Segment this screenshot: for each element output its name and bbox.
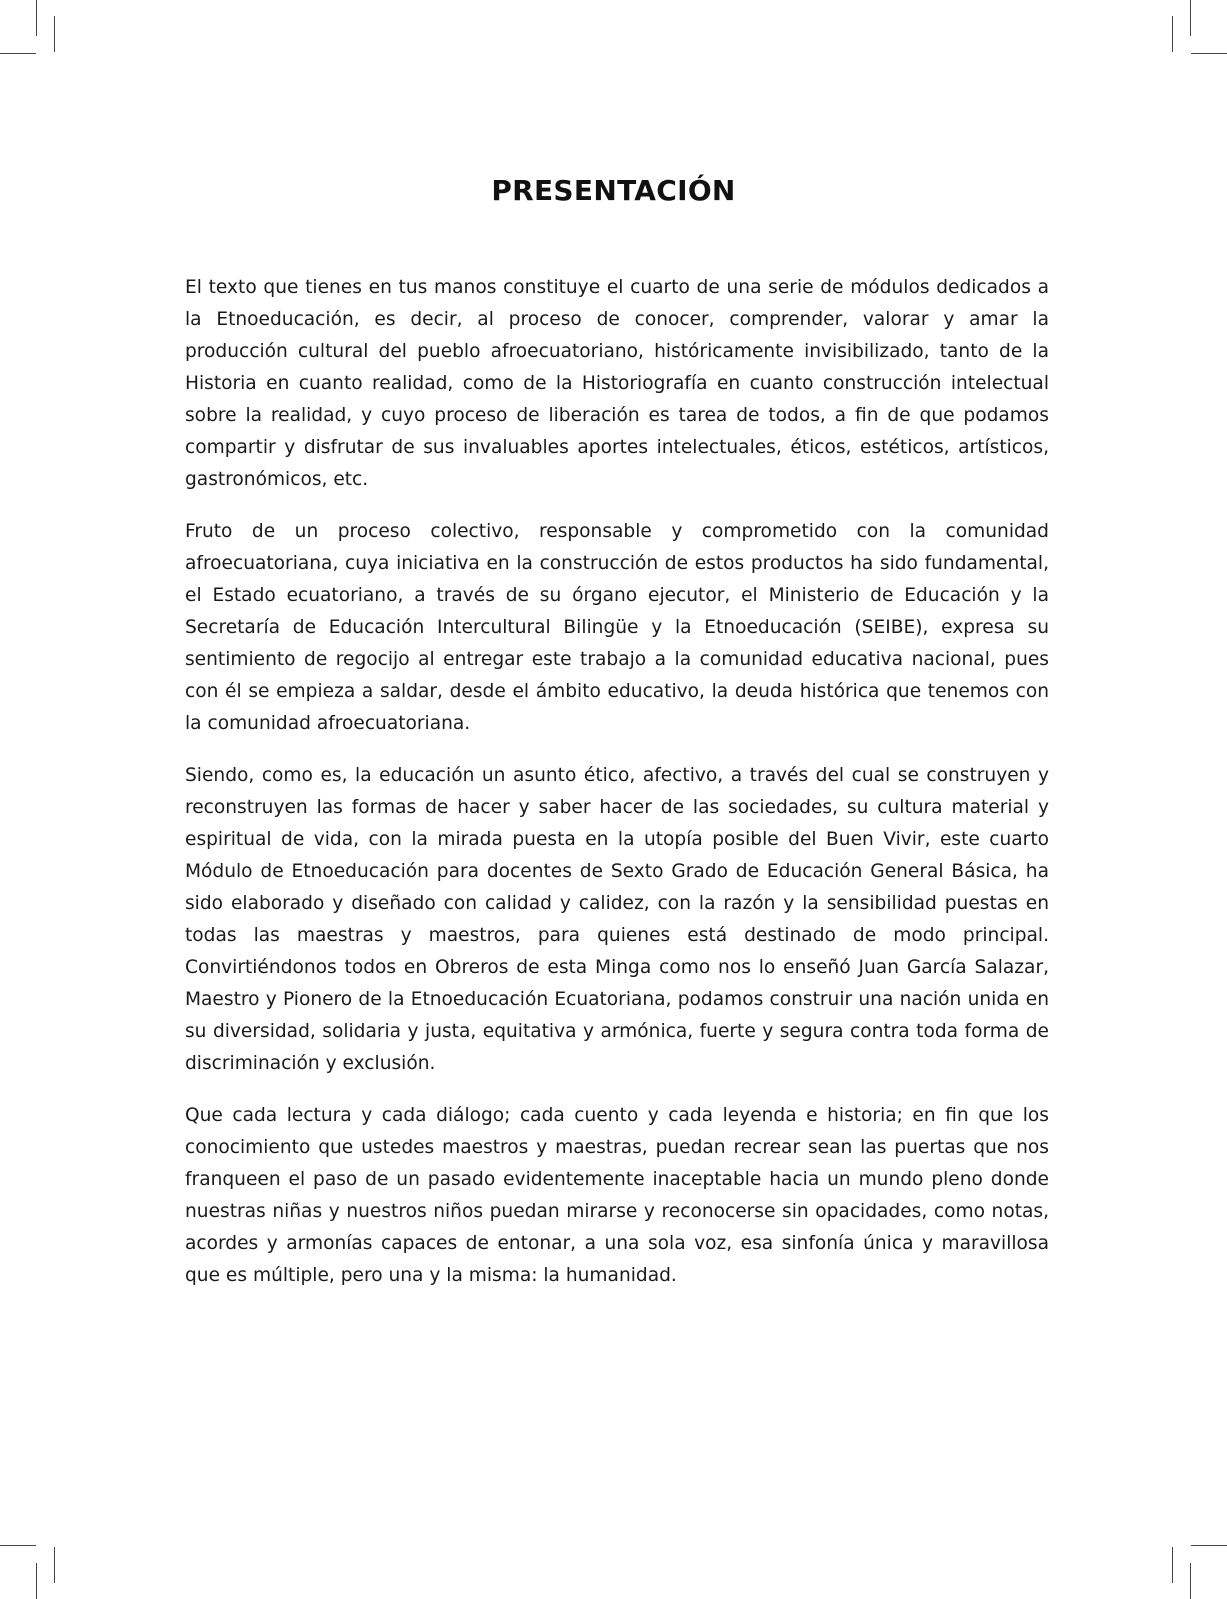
crop-mark-top-left-horizontal bbox=[0, 53, 36, 54]
crop-mark-top-left-vertical-outer bbox=[36, 0, 37, 36]
crop-mark-top-right-vertical-outer bbox=[1190, 0, 1191, 36]
page-title: PRESENTACIÓN bbox=[491, 174, 736, 207]
crop-mark-top-left-vertical-inner bbox=[54, 16, 55, 52]
crop-mark-bottom-right-horizontal bbox=[1191, 1545, 1227, 1546]
crop-mark-bottom-right-vertical-outer bbox=[1190, 1563, 1191, 1599]
paragraph-2: Fruto de un proceso colectivo, responsable y comprometido con la comunidad afroecuatoriana, cuya iniciativa en la construcción de estos productos ha sido fundamental, el Estado ecuatoriano, a través de su órgano ejecutor, el Ministerio de Educación y la Secretaría de Educación Intercultural Bilingüe y la Etnoeducación (SEIBE), expresa su sentimiento de regocijo al entregar este trabajo a la comunidad educativa nacional, pues con él se empieza a saldar, desde el ámbito educativo, la deuda histórica que tenemos con la comunidad afroecuatoriana. bbox=[185, 521, 1049, 734]
body-text bbox=[185, 272, 1049, 1292]
crop-mark-bottom-left-horizontal bbox=[0, 1545, 36, 1546]
paragraph-1: El texto que tienes en tus manos constituye el cuarto de una serie de módulos dedicados a la Etnoeducación, es decir, al proceso de conocer, comprender, valorar y amar la producción cultural del pueblo afroecuatoriano, históricamente invisibilizado, tanto de la Historia en cuanto realidad, como de la Historiografía en cuanto construcción intelectual sobre la realidad, y cuyo proceso de liberación es tarea de todos, a fin de que podamos compartir y disfrutar de sus invaluables aportes intelectuales, éticos, estéticos, artísticos, gastronómicos, etc. bbox=[185, 277, 1049, 490]
crop-mark-bottom-right-vertical-inner bbox=[1172, 1547, 1173, 1583]
paragraph-4: Que cada lectura y cada diálogo; cada cuento y cada leyenda e historia; en fin que los conocimiento que ustedes maestros y maestras, puedan recrear sean las puertas que nos franqueen el paso de un pasado evidentemente inaceptable hacia un mundo pleno donde nuestras niñas y nuestros niños puedan mirarse y reconocerse sin opacidades, como notas, acordes y armonías capaces de entonar, a una sola voz, esa sinfonía única y maravillosa que es múltiple, pero una y la misma: la humanidad. bbox=[185, 1105, 1049, 1286]
paragraph-3: Siendo, como es, la educación un asunto ético, afectivo, a través del cual se construyen y reconstruyen las formas de hacer y saber hacer de las sociedades, su cultura material y espiritual de vida, con la mirada puesta en la utopía posible del Buen Vivir, este cuarto Módulo de Etnoeducación para docentes de Sexto Grado de Educación General Básica, ha sido elaborado y diseñado con calidad y calidez, con la razón y la sensibilidad puestas en todas las maestras y maestros, para quienes está destinado de modo principal. Convirtiéndonos todos en Obreros de esta Minga como nos lo enseñó Juan García Salazar, Maestro y Pionero de la Etnoeducación Ecuatoriana, podamos construir una nación unida en su diversidad, solidaria y justa, equitativa y armónica, fuerte y segura contra toda forma de discriminación y exclusión. bbox=[185, 765, 1049, 1074]
crop-mark-bottom-left-vertical-inner bbox=[54, 1547, 55, 1583]
crop-mark-bottom-left-vertical-outer bbox=[36, 1563, 37, 1599]
crop-mark-top-right-vertical-inner bbox=[1172, 16, 1173, 52]
crop-mark-top-right-horizontal bbox=[1191, 53, 1227, 54]
